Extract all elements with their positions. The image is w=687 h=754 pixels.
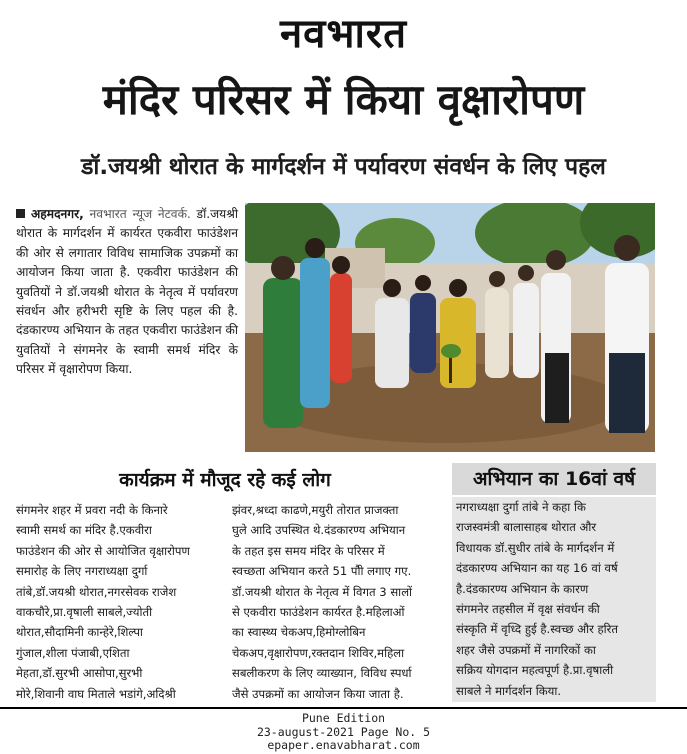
dateline-place: अहमदनगर, bbox=[31, 207, 84, 221]
tree-plantation-photo bbox=[245, 203, 655, 452]
edition-footer bbox=[0, 712, 687, 753]
article-headline: मंदिर परिसर में किया वृक्षारोपण bbox=[102, 75, 585, 124]
bullet-square-icon bbox=[16, 209, 25, 218]
footer-edition: Pune Edition bbox=[301, 711, 386, 725]
article-column-1: संगमनेर शहर में प्रवरा नदी के किनारे स्वामी समर्थ का मंदिर है.एकवीरा फाउंडेशन की ओर से आयोजित वृक्षारोपण समारोह के लिए नगराध्यक्षा दुर्गा तांबे,डॉ.जयश्री थोरात,नगरसेवक राजेश वाकचौरे,प्रा.वृषाली साबले,ज्योती थोरात,सौदामिनी कान्हेरे,शिल्पा गुंजाल,शीला पंजाबी,एशिता मेहता,डॉ.सुरभी आसोपा,सुरभी मोरे,शिवानी वाघ मिताले भडांगे,अदिश्री bbox=[16, 503, 190, 701]
footer-divider bbox=[0, 707, 687, 709]
sidebar-box-text: नगराध्यक्षा दुर्गा तांबे ने कहा कि राजस्वमंत्री बालासाहब थोरात और विधायक डॉ.सुधीर तांबे के मार्गदर्शन में दंडकारण्य अभियान का यह 16 वां वर्ष है.दंडकारण्य अभियान के कारण संगमनेर तहसील में वृक्ष संवर्धन की संस्कृति में वृध्दि हुई है.स्वच्छ और हरित शहर जैसे उपक्रमों में नागरिकों का सक्रिय योगदान महत्वपूर्ण है.प्रा.वृषाली साबले ने मार्गदर्शन किया. bbox=[452, 497, 656, 702]
newspaper-masthead: नवभारत bbox=[279, 11, 408, 57]
article-column-2: झंवर,श्रध्दा काढणे,मयुरी तोरात प्राजक्ता घुले आदि उपस्थित थे.दंडकारण्य अभियान के तहत इस समय मंदिर के परिसर में स्वच्छता अभियान करते 51 पौी लगाए गए. डॉ.जयश्री थोरात के नेतृत्व में विगत 3 सालों से एकवीरा फाउंडेशन कार्यरत है.महिलाओं का स्वास्थ्य चेकअप,हिमोग्लोबिन चेकअप,वृक्षारोपण,रक्तदान शिविर,महिला सबलीकरण के लिए व्याख्यान, विविध स्पर्धा जैसे उपक्रमों का आयोजन किया जाता है. bbox=[232, 503, 413, 701]
section-heading-attendees: कार्यक्रम में मौजूद रहे कई लोग bbox=[119, 469, 331, 491]
footer-date-page: 23-august-2021 Page No. 5 bbox=[256, 724, 431, 739]
footer-site: epaper.enavabharat.com bbox=[267, 738, 420, 752]
article-subheadline: डॉ.जयश्री थोरात के मार्गदर्शन में पर्यावरण संवर्धन के लिए पहल bbox=[81, 154, 606, 180]
section-heading-campaign-year: अभियान का 16वां वर्ष bbox=[452, 463, 656, 495]
dateline-agency: नवभारत न्यूज नेटवर्क. bbox=[89, 207, 191, 221]
intro-paragraph bbox=[16, 205, 238, 380]
intro-text: डॉ.जयश्री थोरात के मार्गदर्शन में कार्यरत एकवीरा फाउंडेशन की ओर से लगातार विविध सामाजिक उपक्रमों का आयोजन किया जाता है. एकवीरा फाउंडेशन की युवतियों ने डॉ.जयश्री थोरात के नेतृत्व में पर्यावरण संवर्धन और हरीभरी सृष्टि के लिए पहल की है. दंडकारण्य अभियान के तहत एकवीरा फाउंडेशन की युवतियों ने संगमनेर के स्वामी समर्थ मंदिर के परिसर में वृक्षारोपण किया. bbox=[16, 207, 238, 377]
